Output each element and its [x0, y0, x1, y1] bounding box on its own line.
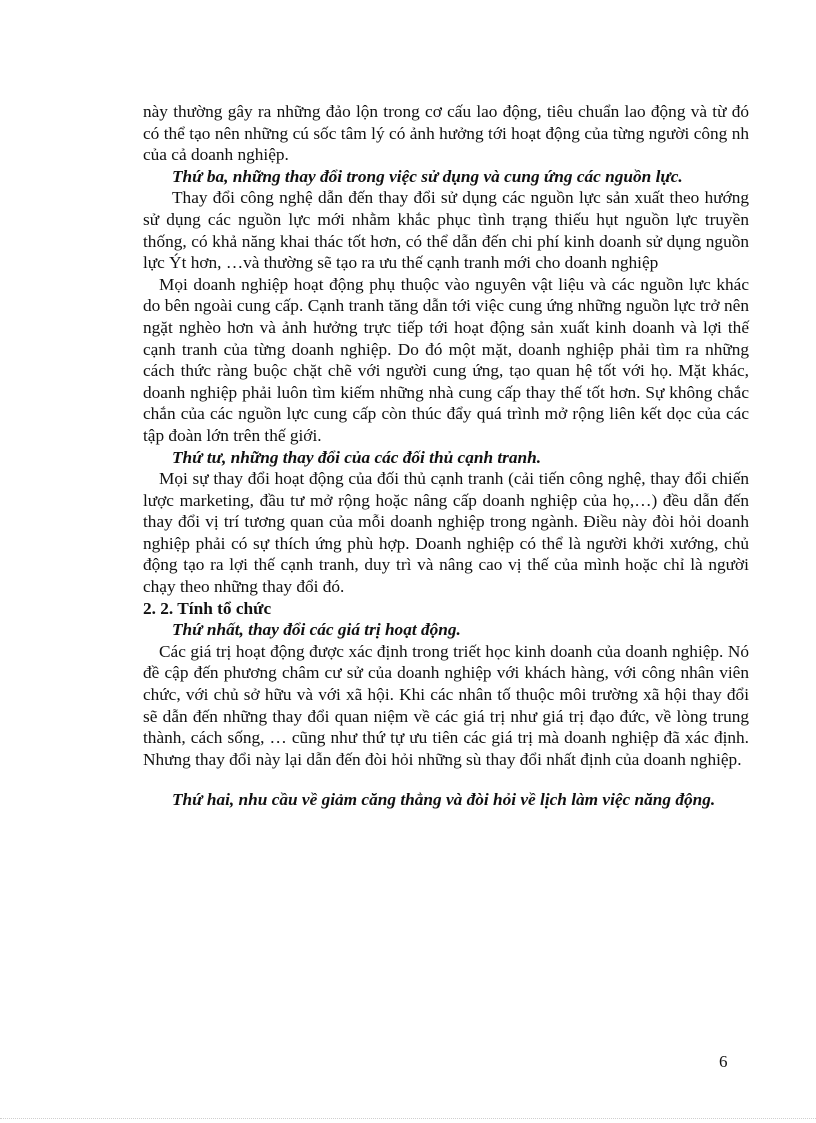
paragraph-resource-change: Thay đổi công nghệ dẫn đến thay đổi sử dụng các nguồn lực sản xuất theo hướng sử dụng các nguồn lực mới nhằm khắc phục tình trạng thiếu hụt nguồn lực truyền thống, có khả năng khai thác tốt hơn, có thể dẫn đến chi phí kinh doanh sử dụng nguồn lực Ýt hơn, …và thường sẽ tạo ra ưu thế cạnh tranh mới cho doanh nghiệp	[143, 188, 749, 273]
paragraph-supplier-dependence: Mọi doanh nghiệp hoạt động phụ thuộc vào nguyên vật liệu và các nguồn lực khác do bên ngoài cung cấp. Cạnh tranh tăng dẫn tới việc cung ứng những nguồn lực trở nên ngặt nghèo hơn và ảnh hưởng trực tiếp tới hoạt động sản xuất kinh doanh và lợi thế cạnh tranh của từng doanh nghiệp. Do đó một mặt, doanh nghiệp phải tìm ra những cách thức ràng buộc chặt chẽ với người cung ứng, tạo quan hệ tốt với họ. Mặt khác, doanh nghiệp phải luôn tìm kiếm những nhà cung cấp thay thế tốt hơn. Sự không chắc chắn của các nguồn lực cung cấp còn thúc đẩy quá trình mở rộng liên kết dọc của các tập đoàn lớn trên thế giới.	[143, 274, 749, 445]
subheading-values: Thứ nhất, thay đổi các giá trị hoạt động.	[172, 620, 461, 640]
paragraph-business-values: Các giá trị hoạt động được xác định trong triết học kinh doanh của doanh nghiệp. Nó đề cập đến phương châm cư sử của doanh nghiệp với khách hàng, với công nhân viên chức, với chủ sở hữu và với xã hội. Khi các nhân tố thuộc môi trường xã hội thay đổi sẽ dẫn đến những thay đổi quan niệm về các giá trị như giá trị đạo đức, về lòng trung thành, cách sống, … cũng như thứ tự ưu tiên các giá trị mà doanh nghiệp đã xác định. Nhưng thay đổi này lại dẫn đến đòi hỏi những sù thay đổi nhất định của doanh nghiệp.	[143, 641, 749, 769]
section-heading: 2. 2. Tính tổ chức	[143, 598, 272, 618]
page-body	[143, 101, 749, 811]
page-bottom-divider	[0, 1118, 816, 1119]
paragraph-workforce-impact: này thường gây ra những đảo lộn trong cơ cấu lao động, tiêu chuẩn lao động và từ đó có thể tạo nên những cú sốc tâm lý có ảnh hưởng tới hoạt động của từng người công nh của cả doanh nghiệp.	[143, 102, 749, 165]
subheading-resources: Thứ ba, những thay đổi trong việc sử dụng và cung ứng các nguồn lực.	[172, 166, 683, 186]
paragraph-competitor-changes: Mọi sự thay đổi hoạt động của đối thủ cạnh tranh (cải tiến công nghệ, thay đổi chiến lược marketing, đầu tư mở rộng hoặc nâng cấp doanh nghiệp của họ,…) đều dẫn đến thay đổi vị trí tương quan của mỗi doanh nghiệp trong ngành. Điều này đòi hỏi doanh nghiệp phải có sự thích ứng phù hợp. Doanh nghiệp có thể là người khởi xướng, chủ động tạo ra lợi thế cạnh tranh, duy trì và nâng cao vị thế của mình hoặc chỉ là người chạy theo những thay đổi đó.	[143, 469, 749, 597]
subheading-stress-schedule: Thứ hai, nhu cầu về giảm căng thẳng và đòi hỏi về lịch làm việc năng động.	[172, 790, 716, 810]
page-number: 6	[719, 1052, 728, 1071]
subheading-competitors: Thứ tư, những thay đổi của các đối thủ cạnh tranh.	[172, 447, 542, 467]
